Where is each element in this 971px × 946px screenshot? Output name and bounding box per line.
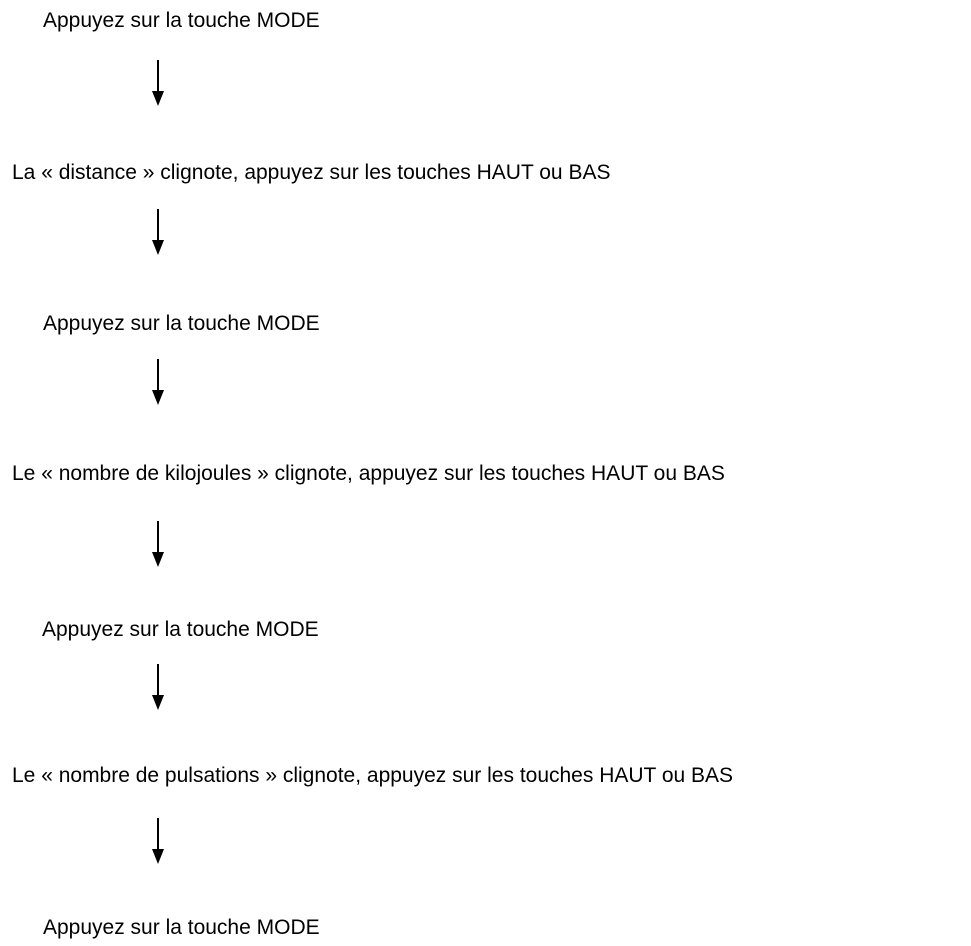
down-arrow-icon xyxy=(151,359,165,405)
down-arrow-icon xyxy=(151,521,165,567)
step-1-press-mode: Appuyez sur la touche MODE xyxy=(43,9,320,32)
down-arrow-icon xyxy=(151,209,165,255)
down-arrow-icon xyxy=(151,664,165,710)
step-4-kilojoules: Le « nombre de kilojoules » clignote, appuyez sur les touches HAUT ou BAS xyxy=(12,462,725,485)
step-6-pulsations: Le « nombre de pulsations » clignote, appuyez sur les touches HAUT ou BAS xyxy=(12,764,734,787)
step-7-press-mode: Appuyez sur la touche MODE xyxy=(43,916,320,939)
down-arrow-icon xyxy=(151,818,165,864)
step-3-press-mode: Appuyez sur la touche MODE xyxy=(43,312,320,335)
step-5-press-mode: Appuyez sur la touche MODE xyxy=(42,618,319,641)
down-arrow-icon xyxy=(151,60,165,106)
step-2-distance: La « distance » clignote, appuyez sur les touches HAUT ou BAS xyxy=(12,161,611,184)
